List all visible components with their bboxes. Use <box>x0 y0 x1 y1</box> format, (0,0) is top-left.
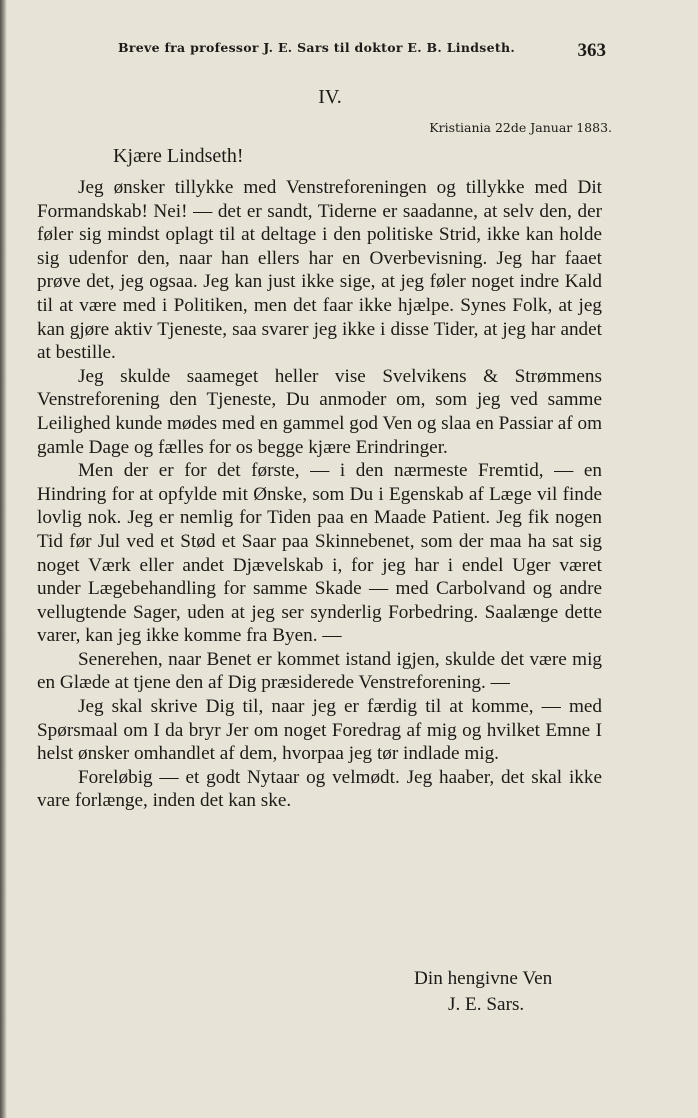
letter-paragraph: Jeg skulde saameget heller vise Svelvikens & Strømmens Venstreforening den Tjeneste, Du anmoder om, som jeg ved samme Leilighed kunde mødes med en gammel god Ven og slaa en Passiar af om gamle Dage og fælles for os begge kjære Erindringer. <box>37 365 603 458</box>
letter-paragraph: Men der er for det første, — i den nærmeste Fremtid, — en Hindring for at opfylde mit Ønske, som Du i Egenskab af Læge vil finde lovlig nok. Jeg er nemlig for Tiden paa en Maade Patient. Jeg fik nogen Tid før Jul ved et Stød et Saar paa Skinnebenet, som der maa ha sat sig noget Værk eller andet Djævelskab i, for jeg har i endel Uger været under Lægebehandling for samme Skade — med Carbolvand og andre vellugtende Sager, uden at jeg ser synderlig Forbedring. Saalænge dette varer, kan jeg ikke komme fra Byen. — <box>37 460 602 647</box>
letter-closing: Din hengivne Ven <box>414 968 553 989</box>
letter-number: IV. <box>318 86 342 108</box>
letter-paragraph: Jeg skal skrive Dig til, naar jeg er færdig til at komme, — med Spørsmaal om I da bryr Jer om noget Foredrag af mig og hvilket Emne I helst ønsker omhandlet af dem, hvorpaa jeg tør indlade mig. <box>37 696 602 765</box>
letter-paragraph: Foreløbig — et godt Nytaar og velmødt. Jeg haaber, det skal ikke vare forlænge, inden det kan ske. <box>37 766 602 812</box>
page-gutter-shadow <box>0 0 7 1118</box>
letter-signature: J. E. Sars. <box>448 994 525 1015</box>
letter-closing-block <box>414 966 552 1018</box>
letter-dateline: Kristiania 22de Januar 1883. <box>429 120 612 135</box>
running-head: Breve fra professor J. E. Sars til doktor E. B. Lindseth. <box>118 40 515 55</box>
page-number: 363 <box>577 40 606 61</box>
letter-body <box>37 176 602 813</box>
letter-salutation: Kjære Lindseth! <box>113 145 244 167</box>
letter-paragraph: Jeg ønsker tillykke med Venstreforeningen og tillykke med Dit Formandskab! Nei! — det er sandt, Tiderne er saadanne, at selv den, der føler sig mindst oplagt til at deltage i den politiske Strid, ikke kan holde sig udenfor den, naar han ellers har en Overbevisning. Jeg har faaet prøve det, jeg ogsaa. Jeg kan just ikke sige, at jeg føler noget indre Kald til at være med i Politiken, men det faar ikke hjælpe. Synes Folk, at jeg kan gjøre aktiv Tjeneste, saa svarer jeg ikke i disse Tider, at jeg har andet at bestille. <box>37 177 602 364</box>
letter-paragraph: Senerehen, naar Benet er kommet istand igjen, skulde det være mig en Glæde at tjene den af Dig præsiderede Venstreforening. — <box>37 648 602 694</box>
